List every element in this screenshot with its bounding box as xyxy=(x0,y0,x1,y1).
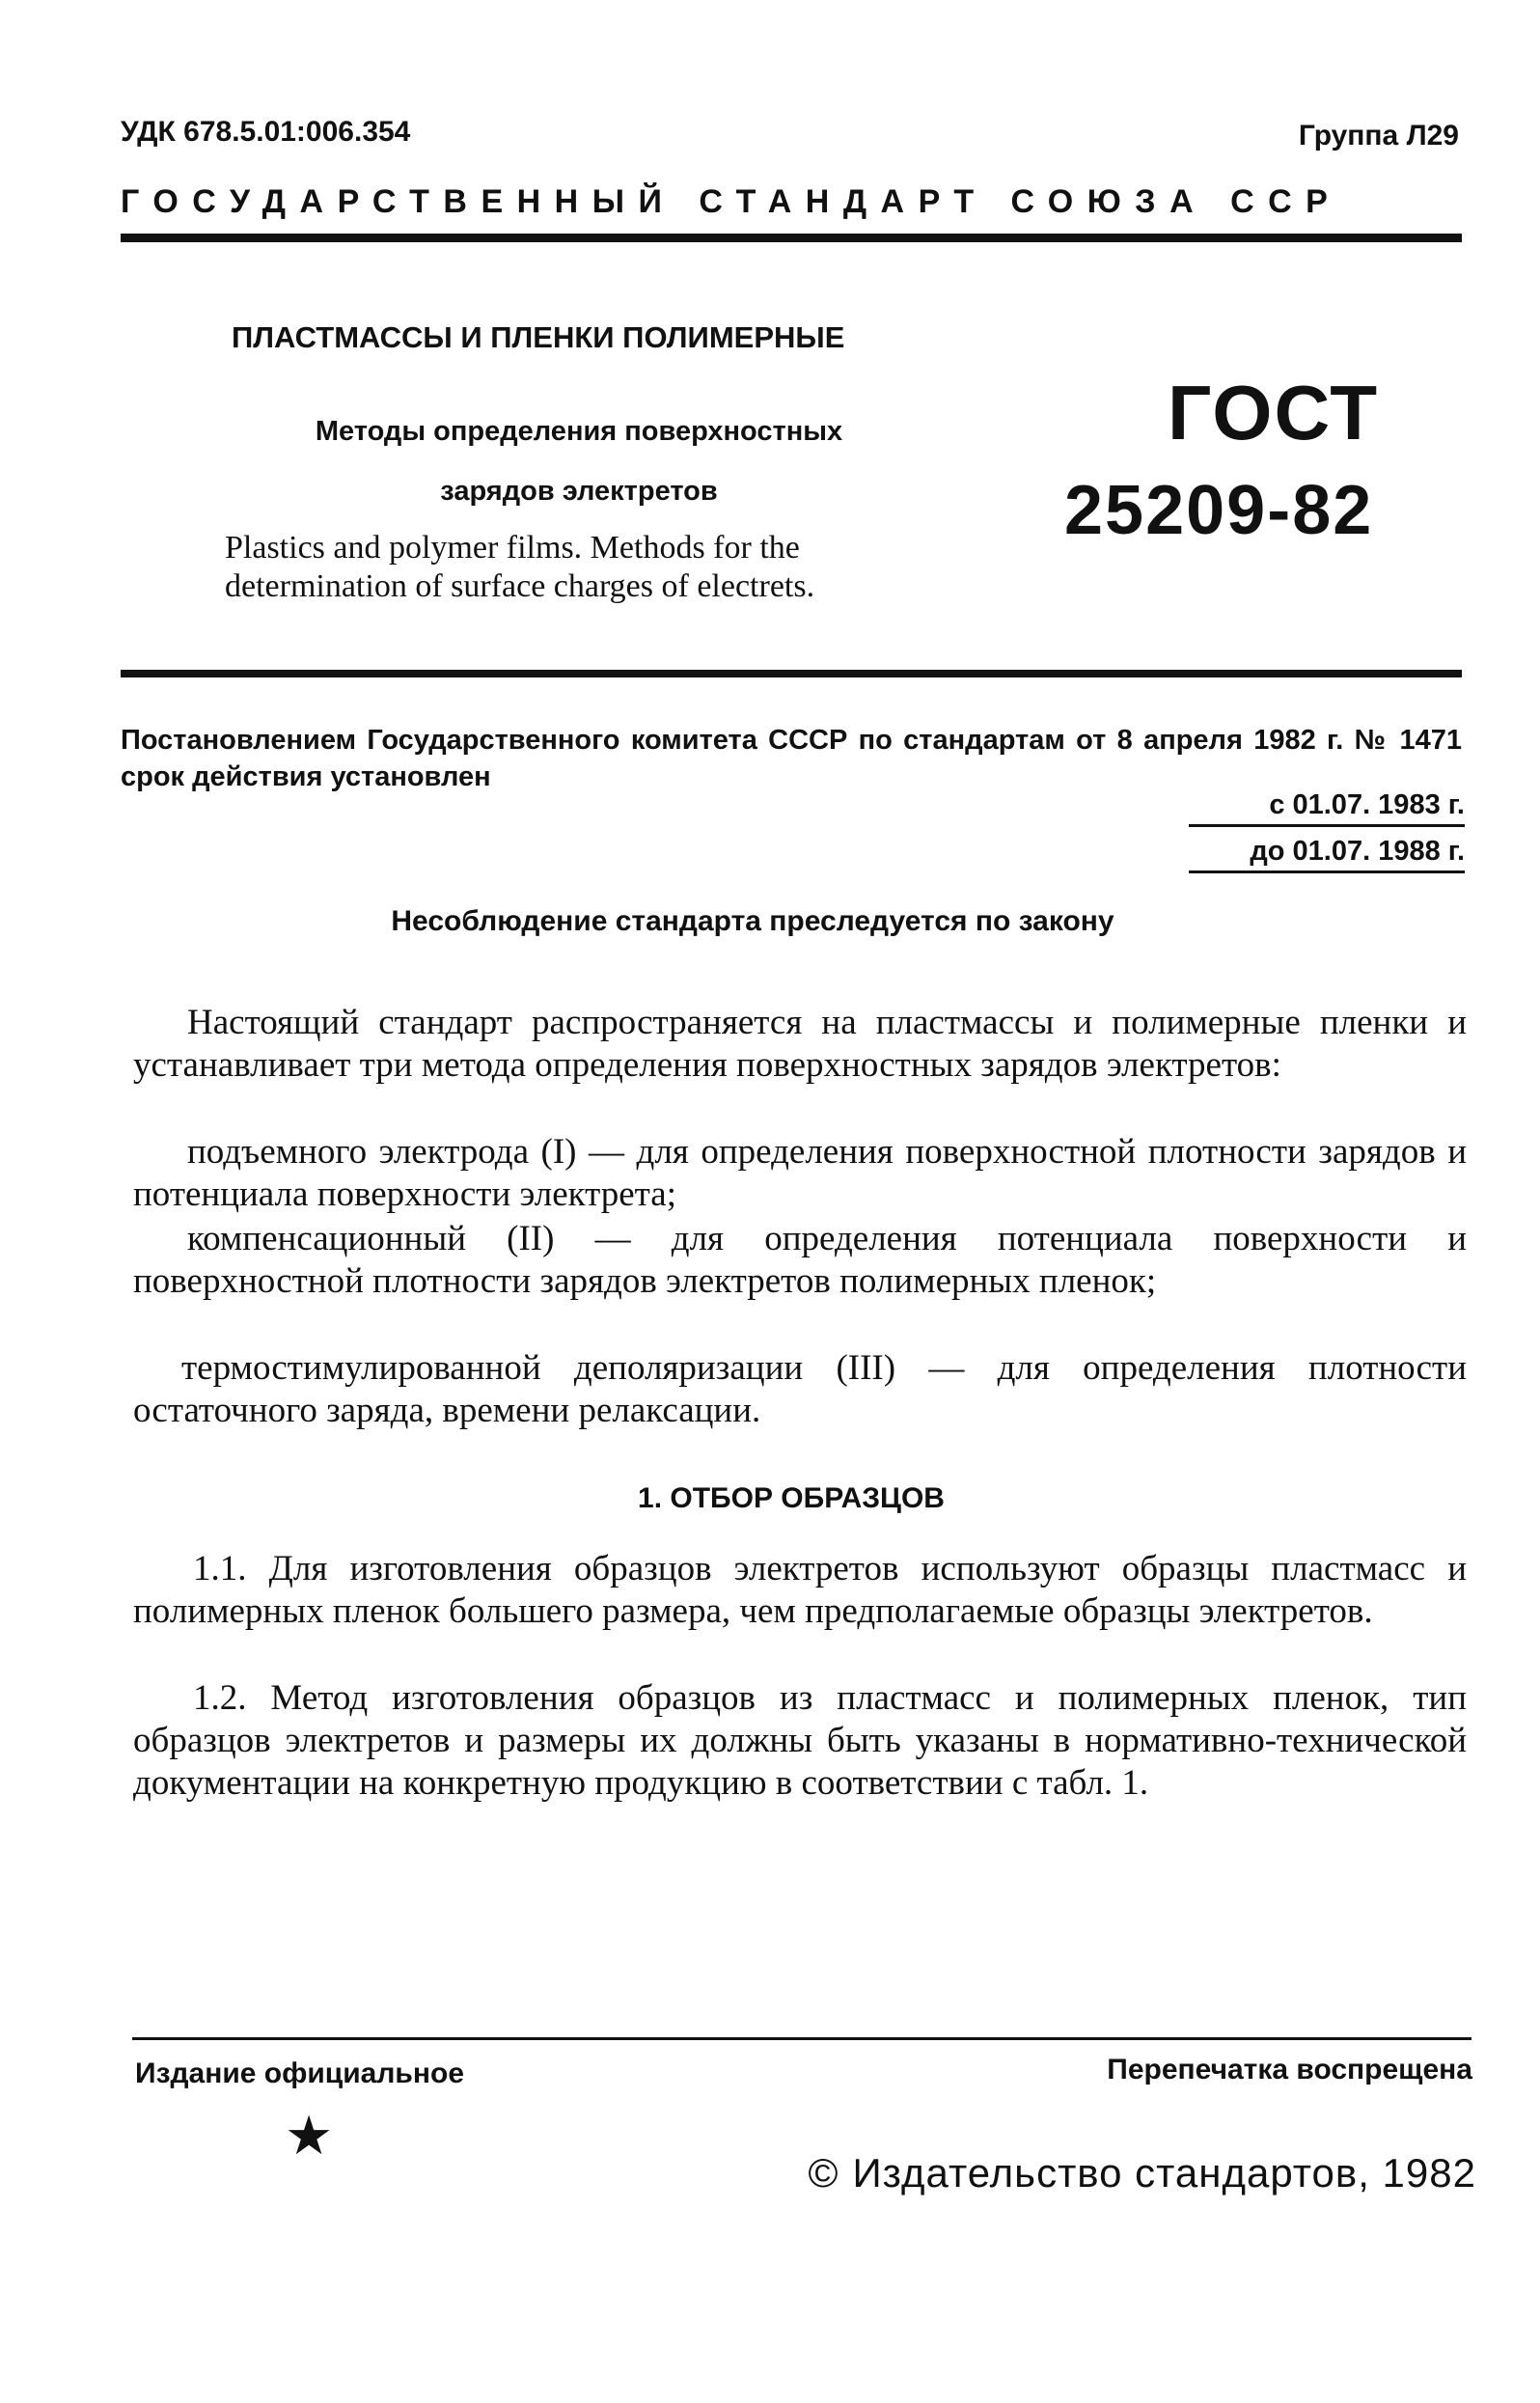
section-title: 1. ОТБОР ОБРАЗЦОВ xyxy=(638,1482,945,1514)
subtitle-line-1: Методы определения поверхностных xyxy=(315,416,843,447)
state-standard-heading: ГОСУДАРСТВЕННЫЙ СТАНДАРТ СОЮЗА ССР xyxy=(121,183,1342,220)
legal-notice: Несоблюдение стандарта преследуется по закону xyxy=(391,905,1114,937)
header-divider xyxy=(121,234,1462,242)
title-divider xyxy=(121,670,1462,677)
method-3-paragraph: термостимулированной деполяризации (III) — для определения плотности остаточного заряда, времени релаксации. xyxy=(133,1348,1467,1430)
copyright-icon: © xyxy=(808,2150,839,2196)
document-subtitle xyxy=(232,401,926,521)
publisher-name: Издательство стандартов, 1982 xyxy=(852,2150,1476,2196)
udk-code: УДК 678.5.01:006.354 xyxy=(121,116,411,148)
effective-date-to: до 01.07. 1988 г. xyxy=(1189,834,1465,873)
subtitle-line-2: зарядов электретов xyxy=(440,476,718,507)
gost-number: 25209-82 xyxy=(1064,472,1374,549)
method-2-paragraph: компенсационный (II) — для определения потенциала поверхности и поверхностной плотности зарядов электретов полимерных пленок; xyxy=(133,1219,1467,1301)
clause-1-1: 1.1. Для изготовления образцов электретов используют образцы пластмасс и полимерных пленок большего размера, чем предполагаемые образцы электретов. xyxy=(133,1549,1467,1631)
reprint-prohibited-label: Перепечатка воспрещена xyxy=(1107,2054,1472,2085)
clause-1-2: 1.2. Метод изготовления образцов из пластмасс и полимерных пленок, тип образцов электретов и размеры их должны быть указаны в нормативно-технической документации на конкретную продукцию в соответствии с табл. 1. xyxy=(133,1678,1467,1803)
star-icon: ★ xyxy=(285,2105,334,2166)
document-title: ПЛАСТМАССЫ И ПЛЕНКИ ПОЛИМЕРНЫЕ xyxy=(232,320,845,354)
intro-paragraph: Настоящий стандарт распространяется на пластмассы и полимерные пленки и устанавливает три метода определения поверхностных зарядов электретов: xyxy=(133,1003,1467,1085)
english-title xyxy=(225,529,949,606)
group-code: Группа Л29 xyxy=(1298,120,1459,152)
gost-label: ГОСТ xyxy=(1168,370,1380,456)
footer-divider xyxy=(132,2037,1471,2040)
english-title-line-1: Plastics and polymer films. Methods for the xyxy=(225,530,800,566)
english-title-line-2: determination of surface charges of electrets. xyxy=(225,568,815,604)
decree-text: Постановлением Государственного комитета СССР по стандартам от 8 апреля 1982 г. № 1471 срок действия установлен xyxy=(121,725,1462,792)
effective-date-from: с 01.07. 1983 г. xyxy=(1189,787,1465,827)
official-edition-label: Издание официальное xyxy=(135,2058,465,2089)
publisher-line xyxy=(809,2150,1476,2196)
method-1-paragraph: подъемного электрода (I) — для определения поверхностной плотности зарядов и потенциала поверхности электрета; xyxy=(133,1132,1467,1214)
